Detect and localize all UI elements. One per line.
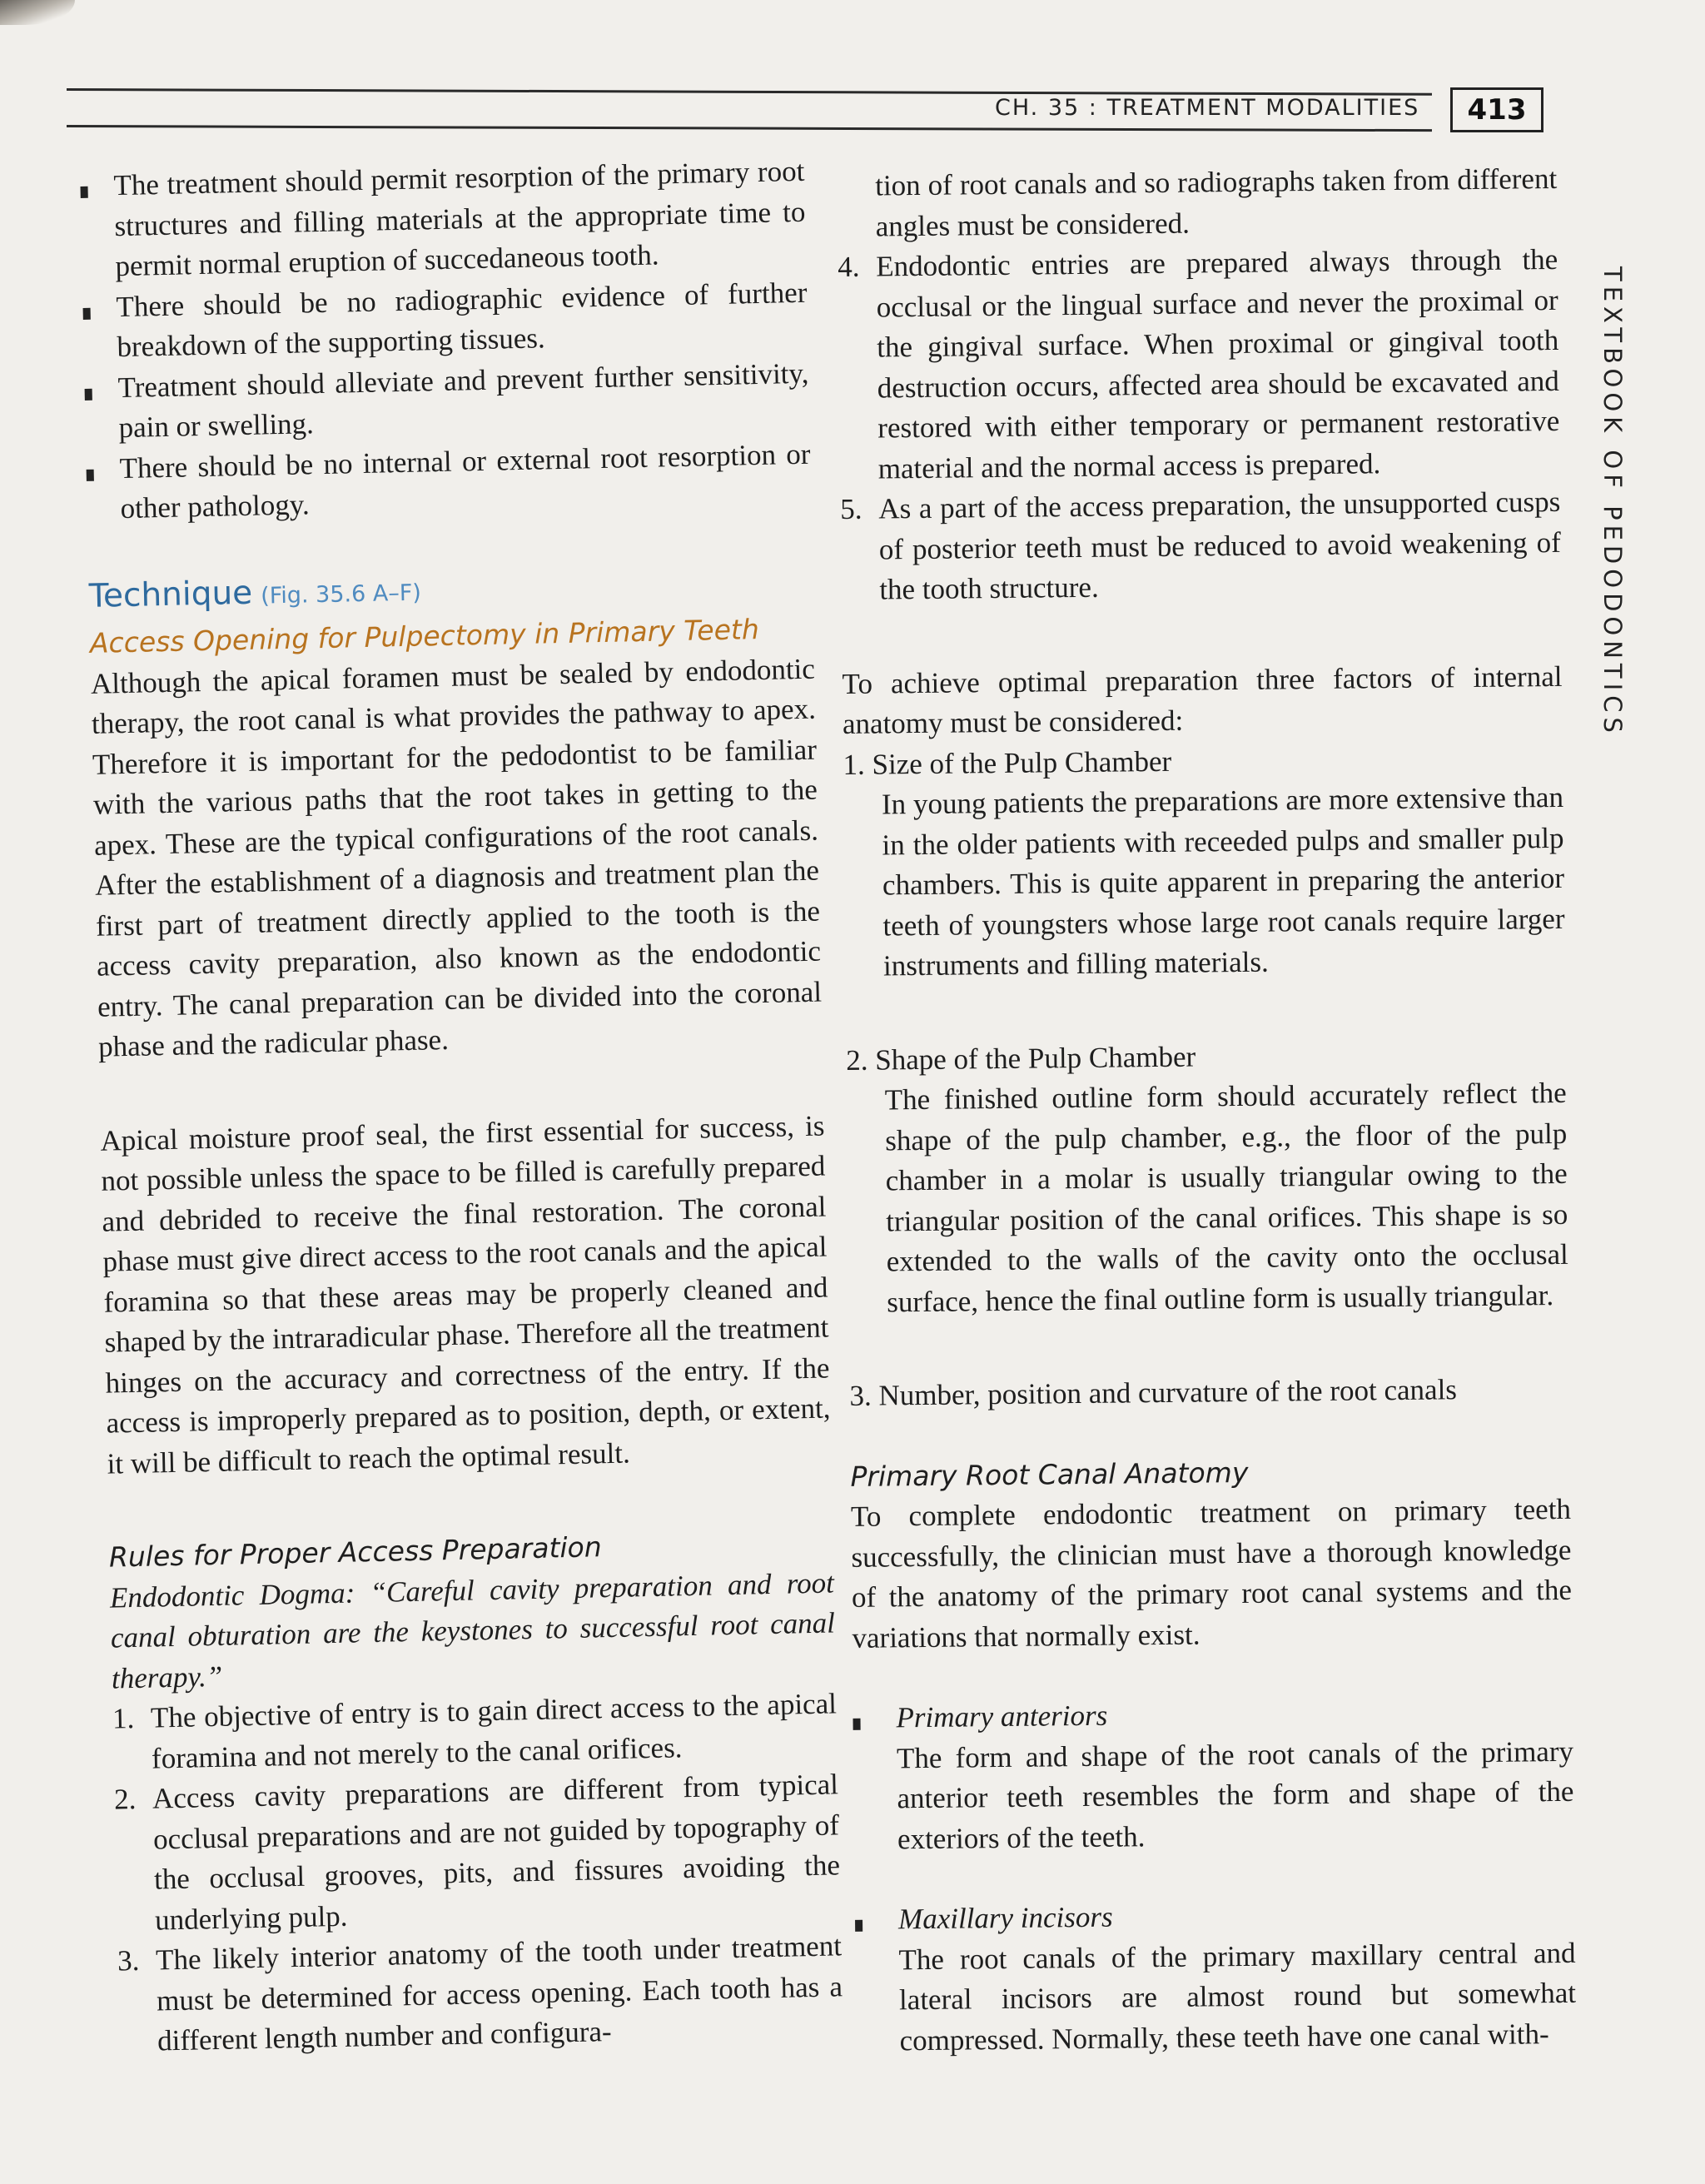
- anatomy-heading: Primary Root Canal Anatomy: [850, 1455, 1249, 1493]
- factor-2-title: 2. Shape of the Pulp Chamber: [846, 1040, 1196, 1077]
- rule-item: [112, 1684, 838, 1779]
- continued-text: tion of root canals and so radiographs taken from different angles must be considered.: [875, 162, 1558, 243]
- endodontic-dogma: Endodontic Dogma: “Careful cavity preparation and root canal obturation are the keystones to successful root canal therapy.”: [109, 1565, 836, 1695]
- rules-list-continued: [838, 240, 1562, 611]
- rule-text: The objective of entry is to gain direct access to the apical foramina and not merely to the canal orifices.: [150, 1687, 838, 1775]
- rules-list: [112, 1684, 844, 2062]
- anteriors-title: Primary anteriors: [896, 1699, 1108, 1734]
- rule-text: The likely interior anatomy of the tooth under treatment must be determined for access opening. Each tooth has a different length number and configura-: [155, 1929, 843, 2057]
- criteria-list: [80, 152, 812, 530]
- rule-text: Endodontic entries are prepared always through the occlusal or the lingual surface and never the proximal or the gingival surface. When proximal or gingival tooth destruction occurs, affected area should be excavated and restored with either temporary or permanent restorative material and the normal access is prepared.: [876, 242, 1560, 485]
- rule-number: 2.: [113, 1783, 137, 1816]
- rule-item: [840, 482, 1561, 611]
- rule-number: 3.: [117, 1943, 140, 1978]
- rule-number: 5.: [840, 492, 862, 525]
- incisors-title: Maxillary incisors: [897, 1900, 1113, 1936]
- side-book-title: TEXTBOOK OF PEDODONTICS: [1598, 266, 1627, 738]
- rule-item: [117, 1926, 844, 2062]
- page-number: 413: [1450, 87, 1543, 132]
- criteria-item: Treatment should alleviate and prevent further sensitivity, pain or swelling.: [84, 353, 810, 449]
- figure-reference: (Fig. 35.6 A–F): [260, 580, 422, 609]
- rule-text: As a part of the access preparation, the unsupported cusps of posterior teeth must be reduced to avoid weakening of the tooth structure.: [878, 485, 1561, 606]
- factor-2-text: The finished outline form should accurately reflect the shape of the pulp chamber, e.g., the floor of the pulp chamber in a molar is usually triangular owing to the triangular position of the canal orifices. This shape is so extended to the walls of the cavity onto the occlusal surface, hence the final outline form is usually triangular.: [884, 1076, 1568, 1318]
- incisors-text: The root canals of the primary maxillary central and lateral incisors are almost round but somewhat compressed. Normally, these teeth have one canal with-: [898, 1936, 1577, 2057]
- incisors-block: [855, 1893, 1577, 2062]
- rule-number: 1.: [112, 1702, 135, 1735]
- access-opening-heading: Access Opening for Pulpectomy in Primary Teeth: [89, 613, 760, 659]
- anteriors-block: [852, 1691, 1574, 1860]
- rule-number: 4.: [838, 250, 860, 283]
- criteria-item: There should be no radiographic evidence of further breakdown of the supporting tissues.: [82, 272, 808, 368]
- criteria-item: There should be no internal or external root resorption or other pathology.: [86, 434, 812, 530]
- factor-1-text: In young patients the preparations are more extensive than in the older patients with receeded pulps and smaller pulp chambers. This is quite apparent in preparing the anterior teeth of youngsters whose large root canals require larger instruments and filling materials.: [881, 780, 1565, 983]
- technique-title: Technique: [88, 574, 253, 615]
- criteria-item: The treatment should permit resorption of the primary root structures and filling materials at the appropriate time to permit normal eruption of succedaneous tooth.: [80, 152, 807, 288]
- page-curl-shadow: [0, 0, 75, 25]
- chapter-title: CH. 35 : TREATMENT MODALITIES: [995, 95, 1420, 121]
- anatomy-text: To complete endodontic treatment on primary teeth successfully, the clinician must have a thorough knowledge of the anatomy of the primary root canal systems and the variations that normally exist.: [850, 1492, 1573, 1654]
- factor-3-title: 3. Number, position and curvature of the root canals: [849, 1373, 1458, 1412]
- header-rule-bottom: [67, 125, 1432, 132]
- left-column: [80, 152, 844, 2062]
- paragraph-apical-seal: Apical moisture proof seal, the first essential for success, is not possible unless the space to be filled is carefully prepared and debrided to receive the final restoration. The coronal phase must give direct access to the root canals and the apical foramina so that these areas may be properly cleaned and shaped by the intraradicular phase. Therefore all the treatment hinges on the accuracy and correctness of the entry. If the access is improperly prepared as to position, depth, or extent, it will be difficult to reach the optimal result.: [100, 1109, 831, 1480]
- rule-text: Access cavity preparations are different from typical occlusal preparations and are not guided by topography of the occlusal grooves, pits, and fissures avoiding the underlying pulp.: [152, 1768, 841, 1937]
- right-column: [837, 159, 1577, 2062]
- rule-item: [838, 240, 1560, 490]
- rules-heading: Rules for Proper Access Preparation: [108, 1530, 603, 1574]
- rule-item: [114, 1764, 842, 1941]
- factors-intro: To achieve optimal preparation three factors of internal anatomy must be considered:: [842, 659, 1563, 740]
- factor-1-title: 1. Size of the Pulp Chamber: [843, 744, 1172, 781]
- spacer: [845, 979, 1566, 1040]
- spacer: [849, 1316, 1570, 1376]
- paragraph-access-opening: Although the apical foramen must be sealed by endodontic therapy, the root canal is what provides the pathway to apex. Therefore it is important for the pedodontist to be familiar with the various paths that the root takes in getting to the apex. These are the typical configurations of the root canals. After the establishment of a diagnosis and treatment plan the first part of treatment directly applied to the tooth is the access cavity preparation, also known as the endodontic entry. The canal preparation can be divided into the coronal phase and the radicular phase.: [90, 652, 823, 1063]
- spacer: [842, 603, 1563, 664]
- anteriors-text: The form and shape of the root canals of the primary anterior teeth resembles the form and shape of the exteriors of the teeth.: [896, 1734, 1574, 1855]
